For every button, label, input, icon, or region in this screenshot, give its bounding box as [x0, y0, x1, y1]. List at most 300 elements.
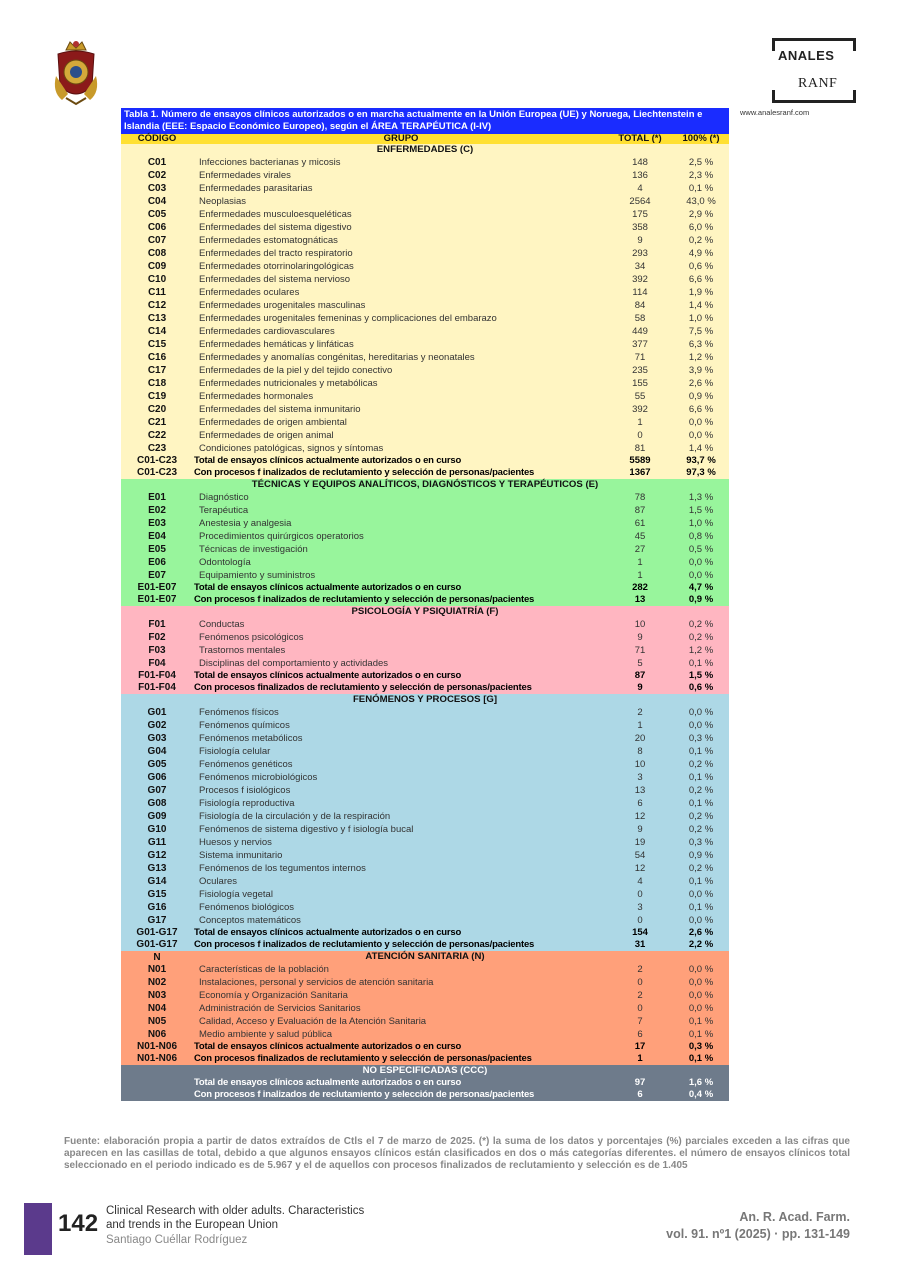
table-row — [121, 1002, 729, 1015]
row-code: G15 — [147, 889, 167, 900]
total-value: 9 — [637, 682, 643, 693]
row-code: C10 — [147, 274, 167, 285]
row-total: 34 — [634, 261, 646, 272]
table-row — [121, 169, 729, 182]
total-code: G01-G17 — [136, 939, 178, 950]
row-group: Condiciones patológicas, signos y síntomas — [199, 443, 384, 454]
table-row — [121, 836, 729, 849]
row-code: G06 — [147, 772, 167, 783]
row-total: 392 — [632, 274, 648, 285]
table-row — [121, 364, 729, 377]
section-heading: NO ESPECIFICADAS (CCC) — [121, 1065, 729, 1077]
total-label: Total de ensayos clínicos actualmente autorizados o en curso — [194, 927, 462, 938]
total-percent: 97,3 % — [686, 467, 716, 478]
row-percent: 0,0 % — [688, 964, 714, 975]
row-percent: 0,2 % — [688, 863, 714, 874]
row-group: Procedimientos quirúrgicos operatorios — [199, 531, 364, 542]
table-title: Tabla 1. Número de ensayos clínicos autorizados o en marcha actualmente en la Unión Europea (UE) y Noruega, Liechtenstein e Islandia (EEE: Espacio Económico Europeo), según el ÁREA TERAPÉUTICA (I-IV) — [121, 108, 729, 134]
row-group: Procesos f isiológicos — [199, 785, 291, 796]
total-label: Con procesos finalizados de reclutamiento y selección de personas/pacientes — [194, 682, 532, 693]
row-total: 3 — [637, 772, 643, 783]
total-code: C01-C23 — [136, 467, 178, 478]
row-code: E04 — [148, 531, 166, 542]
row-total: 4 — [637, 876, 643, 887]
row-percent: 1,0 % — [688, 518, 714, 529]
row-group: Enfermedades urogenitales masculinas — [199, 300, 366, 311]
row-code: C11 — [148, 287, 166, 298]
row-group: Fisiología de la circulación y de la respiración — [199, 811, 391, 822]
row-total: 10 — [634, 759, 646, 770]
row-total: 0 — [637, 430, 643, 441]
section-heading: PSICOLOGÍA Y PSIQUIATRÍA (F) — [121, 606, 729, 618]
total-code: N01-N06 — [136, 1053, 178, 1064]
total-label: Total de ensayos clínicos actualmente autorizados o en curso — [194, 582, 462, 593]
table-row — [121, 732, 729, 745]
total-percent: 93,7 % — [686, 455, 716, 466]
total-value: 87 — [634, 670, 646, 681]
row-group: Enfermedades oculares — [199, 287, 300, 298]
table-row — [121, 719, 729, 732]
row-code: C04 — [147, 196, 167, 207]
total-code: E01-E07 — [137, 582, 177, 593]
row-code: C18 — [147, 378, 167, 389]
row-code: C06 — [147, 222, 167, 233]
row-group: Enfermedades de origen animal — [199, 430, 334, 441]
row-code: G04 — [147, 746, 167, 757]
row-total: 9 — [637, 824, 643, 835]
table-row — [121, 325, 729, 338]
row-group: Fisiología celular — [199, 746, 271, 757]
row-code: C17 — [147, 365, 167, 376]
row-group: Fenómenos genéticos — [199, 759, 293, 770]
row-percent: 0,0 % — [688, 990, 714, 1001]
row-total: 449 — [632, 326, 648, 337]
row-group: Enfermedades nutricionales y metabólicas — [199, 378, 378, 389]
row-total: 71 — [634, 645, 646, 656]
row-code: C05 — [147, 209, 167, 220]
table-row — [121, 888, 729, 901]
row-group: Infecciones bacterianas y micosis — [199, 157, 341, 168]
row-total: 71 — [634, 352, 646, 363]
table-row — [121, 208, 729, 221]
row-code: G01 — [147, 707, 167, 718]
table-row — [121, 403, 729, 416]
total-value: 154 — [632, 927, 648, 938]
table-row — [121, 849, 729, 862]
row-total: 9 — [637, 632, 643, 643]
total-value: 31 — [634, 939, 646, 950]
total-label: Total de ensayos clínicos actualmente autorizados o en curso — [194, 670, 462, 681]
table-row — [121, 221, 729, 234]
row-total: 2564 — [629, 196, 651, 207]
total-percent: 2,6 % — [688, 927, 714, 938]
section-heading: TÉCNICAS Y EQUIPOS ANALÍTICOS, DIAGNÓSTICOS Y TERAPÉUTICOS (E) — [121, 479, 729, 491]
row-total: 4 — [637, 183, 643, 194]
total-value: 1 — [637, 1053, 643, 1064]
row-percent: 0,2 % — [688, 785, 714, 796]
row-group: Enfermedades parasitarias — [199, 183, 313, 194]
row-group: Enfermedades estomatognáticas — [199, 235, 338, 246]
table-row — [121, 784, 729, 797]
table-row — [121, 247, 729, 260]
row-percent: 0,3 % — [688, 837, 714, 848]
table-row — [121, 312, 729, 325]
total-row — [121, 682, 729, 694]
row-code: G09 — [147, 811, 167, 822]
row-percent: 6,3 % — [688, 339, 714, 350]
row-group: Huesos y nervios — [199, 837, 272, 848]
row-code: G11 — [147, 837, 167, 848]
row-percent: 1,9 % — [688, 287, 714, 298]
section-heading: ENFERMEDADES (C) — [121, 144, 729, 156]
row-code: G10 — [147, 824, 167, 835]
row-percent: 0,6 % — [688, 261, 714, 272]
table-row — [121, 618, 729, 631]
row-total: 148 — [632, 157, 648, 168]
row-percent: 0,2 % — [688, 811, 714, 822]
table-row — [121, 504, 729, 517]
row-group: Disciplinas del comportamiento y actividades — [199, 658, 389, 669]
row-percent: 0,2 % — [688, 619, 714, 630]
row-group: Diagnóstico — [199, 492, 249, 503]
row-group: Fisiología vegetal — [199, 889, 273, 900]
journal-volume: vol. 91. nº1 (2025) · pp. 131-149 — [666, 1227, 850, 1241]
row-code: G17 — [147, 915, 167, 926]
row-percent: 0,1 % — [688, 183, 714, 194]
row-group: Odontología — [199, 557, 251, 568]
row-group: Enfermedades del sistema inmunitario — [199, 404, 361, 415]
logo-text-bottom: RANF — [798, 76, 838, 91]
row-percent: 0,1 % — [688, 658, 714, 669]
total-value: 5589 — [629, 455, 651, 466]
table-row — [121, 273, 729, 286]
row-percent: 1,2 % — [688, 645, 714, 656]
row-percent: 3,9 % — [688, 365, 714, 376]
row-percent: 0,2 % — [688, 235, 714, 246]
row-percent: 0,1 % — [688, 772, 714, 783]
total-code: N01-N06 — [136, 1041, 178, 1052]
row-total: 84 — [634, 300, 646, 311]
row-percent: 1,2 % — [688, 352, 714, 363]
row-group: Enfermedades hormonales — [199, 391, 314, 402]
row-total: 175 — [632, 209, 648, 220]
table-row — [121, 543, 729, 556]
total-value: 282 — [632, 582, 648, 593]
total-value: 6 — [637, 1089, 643, 1100]
table-row — [121, 644, 729, 657]
col-header-total: TOTAL (*) — [618, 133, 662, 144]
row-code: C01 — [147, 157, 167, 168]
row-percent: 2,3 % — [688, 170, 714, 181]
row-code: G02 — [147, 720, 167, 731]
row-total: 13 — [634, 785, 646, 796]
row-code: N03 — [147, 990, 167, 1001]
row-group: Fenómenos físicos — [199, 707, 279, 718]
row-total: 358 — [632, 222, 648, 233]
table-row — [121, 1015, 729, 1028]
row-group: Oculares — [199, 876, 238, 887]
row-code: F04 — [148, 658, 166, 669]
table-row — [121, 823, 729, 836]
total-code: C01-C23 — [136, 455, 178, 466]
total-row — [121, 1041, 729, 1053]
row-total: 8 — [637, 746, 643, 757]
row-group: Enfermedades musculoesqueléticas — [199, 209, 352, 220]
row-group: Medio ambiente y salud pública — [199, 1029, 333, 1040]
row-percent: 4,9 % — [688, 248, 714, 259]
table-row — [121, 914, 729, 927]
row-percent: 0,1 % — [688, 1029, 714, 1040]
row-code: C07 — [147, 235, 167, 246]
total-percent: 0,3 % — [688, 1041, 714, 1052]
row-code: E01 — [148, 492, 166, 503]
row-group: Anestesia y analgesia — [199, 518, 292, 529]
total-value: 13 — [634, 594, 646, 605]
row-total: 61 — [634, 518, 646, 529]
total-row — [121, 1053, 729, 1065]
row-percent: 43,0 % — [686, 196, 716, 207]
table-row — [121, 351, 729, 364]
row-total: 377 — [632, 339, 648, 350]
total-row — [121, 1077, 729, 1089]
row-total: 2 — [637, 964, 643, 975]
total-row — [121, 455, 729, 467]
total-row — [121, 1089, 729, 1101]
total-label: Con procesos finalizados de reclutamiento y selección de personas/pacientes — [194, 1053, 532, 1064]
table-row — [121, 631, 729, 644]
row-percent: 0,0 % — [688, 915, 714, 926]
row-code: C22 — [147, 430, 167, 441]
article-title-line1: Clinical Research with older adults. Characteristics — [106, 1205, 365, 1217]
row-group: Enfermedades de la piel y del tejido conectivo — [199, 365, 393, 376]
journal-logo — [770, 38, 852, 110]
row-percent: 0,2 % — [688, 824, 714, 835]
row-total: 12 — [634, 863, 646, 874]
table-row — [121, 530, 729, 543]
row-total: 293 — [632, 248, 648, 259]
row-code: F01 — [148, 619, 166, 630]
row-code: C16 — [147, 352, 167, 363]
table-row — [121, 416, 729, 429]
total-code: F01-F04 — [138, 682, 176, 693]
table-row — [121, 377, 729, 390]
row-group: Enfermedades del sistema digestivo — [199, 222, 352, 233]
row-group: Enfermedades del tracto respiratorio — [199, 248, 353, 259]
row-group: Instalaciones, personal y servicios de atención sanitaria — [199, 977, 434, 988]
row-percent: 0,0 % — [688, 1003, 714, 1014]
row-group: Enfermedades otorrinolaringológicas — [199, 261, 354, 272]
total-label: Con procesos f inalizados de reclutamiento y selección de personas/pacientes — [194, 939, 535, 950]
row-total: 55 — [634, 391, 646, 402]
row-percent: 0,0 % — [688, 707, 714, 718]
row-total: 5 — [637, 658, 643, 669]
row-code: C02 — [147, 170, 167, 181]
row-percent: 1,0 % — [688, 313, 714, 324]
row-group: Fenómenos de los tegumentos internos — [199, 863, 366, 874]
row-code: C13 — [147, 313, 167, 324]
row-percent: 0,5 % — [688, 544, 714, 555]
row-total: 19 — [634, 837, 646, 848]
table-row — [121, 234, 729, 247]
row-code: F02 — [148, 632, 166, 643]
table-row — [121, 706, 729, 719]
row-percent: 0,1 % — [688, 1016, 714, 1027]
row-group: Características de la población — [199, 964, 329, 975]
row-total: 27 — [634, 544, 646, 555]
table-row — [121, 299, 729, 312]
row-code: G07 — [147, 785, 167, 796]
table-row — [121, 569, 729, 582]
row-total: 136 — [632, 170, 648, 181]
article-author: Santiago Cuéllar Rodríguez — [106, 1234, 248, 1246]
row-total: 0 — [637, 977, 643, 988]
total-code: G01-G17 — [136, 927, 178, 938]
row-percent: 0,1 % — [688, 902, 714, 913]
row-code: N04 — [147, 1003, 167, 1014]
row-total: 6 — [637, 1029, 643, 1040]
row-percent: 0,8 % — [688, 531, 714, 542]
total-percent: 4,7 % — [688, 582, 714, 593]
table-footnote: Fuente: elaboración propia a partir de datos extraídos de Ctls el 7 de marzo de 2025. (*) la suma de los datos y porcentajes (%) parciales exceden a las cifras que aparecen en las casillas de total, debido a que algunos ensayos clínicos están clasificados en dos o más categorías diferentes. el número de ensayos clínicos total seleccionado en el periodo indicado es de 5.967 y el de aquellos con procesos finalizados de reclutamiento y selección es de 1.405 — [64, 1136, 850, 1171]
row-percent: 7,5 % — [688, 326, 714, 337]
row-total: 3 — [637, 902, 643, 913]
table-row — [121, 862, 729, 875]
row-group: Calidad, Acceso y Evaluación de la Atención Sanitaria — [199, 1016, 427, 1027]
row-total: 7 — [637, 1016, 643, 1027]
row-code: C15 — [147, 339, 167, 350]
table-row — [121, 976, 729, 989]
row-group: Terapéutica — [199, 505, 249, 516]
row-percent: 6,6 % — [688, 274, 714, 285]
row-total: 392 — [632, 404, 648, 415]
row-code: E07 — [148, 570, 166, 581]
section-heading: ATENCIÓN SANITARIA (N) — [121, 951, 729, 963]
logo-url: www.analesranf.com — [740, 108, 810, 117]
row-total: 20 — [634, 733, 646, 744]
row-percent: 0,2 % — [688, 632, 714, 643]
row-group: Fenómenos de sistema digestivo y f isiología bucal — [199, 824, 414, 835]
total-percent: 0,6 % — [688, 682, 714, 693]
table-header-row — [121, 134, 729, 144]
table-row — [121, 989, 729, 1002]
row-percent: 0,1 % — [688, 746, 714, 757]
row-percent: 6,0 % — [688, 222, 714, 233]
row-group: Enfermedades hemáticas y linfáticas — [199, 339, 354, 350]
table-row — [121, 963, 729, 976]
article-title-line2: and trends in the European Union — [106, 1219, 278, 1231]
table-row — [121, 195, 729, 208]
row-code: C09 — [147, 261, 167, 272]
row-total: 10 — [634, 619, 646, 630]
row-code: E02 — [148, 505, 166, 516]
row-percent: 2,9 % — [688, 209, 714, 220]
row-percent: 1,4 % — [688, 443, 714, 454]
page-color-bar — [24, 1203, 52, 1255]
row-total: 155 — [632, 378, 648, 389]
row-group: Administración de Servicios Sanitarios — [199, 1003, 361, 1014]
row-code: C20 — [147, 404, 167, 415]
table-row — [121, 901, 729, 914]
row-code: G12 — [147, 850, 167, 861]
total-percent: 0,9 % — [688, 594, 714, 605]
row-code: E06 — [148, 557, 166, 568]
row-group: Fenómenos microbiológicos — [199, 772, 318, 783]
row-percent: 2,6 % — [688, 378, 714, 389]
row-percent: 1,5 % — [688, 505, 714, 516]
table-row — [121, 182, 729, 195]
total-label: Con procesos f inalizados de reclutamiento y selección de personas/pacientes — [194, 594, 535, 605]
row-code: C12 — [147, 300, 167, 311]
total-code: F01-F04 — [138, 670, 176, 681]
row-code: C23 — [147, 443, 167, 454]
table-row — [121, 156, 729, 169]
table-row — [121, 517, 729, 530]
row-percent: 6,6 % — [688, 404, 714, 415]
row-percent: 1,4 % — [688, 300, 714, 311]
row-percent: 1,3 % — [688, 492, 714, 503]
row-code: G08 — [147, 798, 167, 809]
table-body — [121, 144, 729, 1101]
row-code: C21 — [147, 417, 167, 428]
section-subcode: N — [153, 952, 161, 963]
row-group: Conceptos matemáticos — [199, 915, 301, 926]
row-group: Equipamiento y suministros — [199, 570, 316, 581]
row-percent: 0,0 % — [688, 430, 714, 441]
row-percent: 0,1 % — [688, 876, 714, 887]
table-row — [121, 745, 729, 758]
row-code: N02 — [147, 977, 167, 988]
row-group: Técnicas de investigación — [199, 544, 308, 555]
row-group: Enfermedades cardiovasculares — [199, 326, 335, 337]
total-label: Total de ensayos clínicos actualmente autorizados o en curso — [194, 455, 462, 466]
row-code: G16 — [147, 902, 167, 913]
row-total: 9 — [637, 235, 643, 246]
row-code: N06 — [147, 1029, 167, 1040]
row-percent: 0,0 % — [688, 889, 714, 900]
table-row — [121, 556, 729, 569]
table-row — [121, 771, 729, 784]
total-code: E01-E07 — [137, 594, 177, 605]
col-header-group: GRUPO — [383, 134, 419, 144]
row-total: 45 — [634, 531, 646, 542]
logo-text-top: ANALES — [778, 48, 835, 63]
row-percent: 0,1 % — [688, 798, 714, 809]
total-label: Con procesos f inalizados de reclutamiento y selección de personas/pacientes — [194, 1089, 535, 1100]
row-percent: 0,0 % — [688, 720, 714, 731]
total-label: Total de ensayos clínicos actualmente autorizados o en curso — [194, 1077, 462, 1088]
row-code: C03 — [147, 183, 167, 194]
col-header-percent: 100% (*) — [682, 133, 720, 144]
total-row — [121, 927, 729, 939]
row-group: Fisiología reproductiva — [199, 798, 295, 809]
row-code: G14 — [147, 876, 167, 887]
table-row — [121, 429, 729, 442]
row-percent: 0,9 % — [688, 850, 714, 861]
journal-name: An. R. Acad. Farm. — [739, 1210, 850, 1224]
row-group: Fenómenos químicos — [199, 720, 290, 731]
table-row — [121, 875, 729, 888]
row-percent: 0,0 % — [688, 977, 714, 988]
total-label: Total de ensayos clínicos actualmente autorizados o en curso — [194, 1041, 462, 1052]
row-code: E05 — [148, 544, 166, 555]
row-total: 58 — [634, 313, 646, 324]
section-heading: FENÓMENOS Y PROCESOS [G] — [121, 694, 729, 706]
row-code: E03 — [148, 518, 166, 529]
clinical-trials-table — [121, 108, 729, 1101]
row-total: 114 — [632, 287, 648, 298]
row-total: 81 — [634, 443, 646, 454]
row-code: C14 — [147, 326, 167, 337]
